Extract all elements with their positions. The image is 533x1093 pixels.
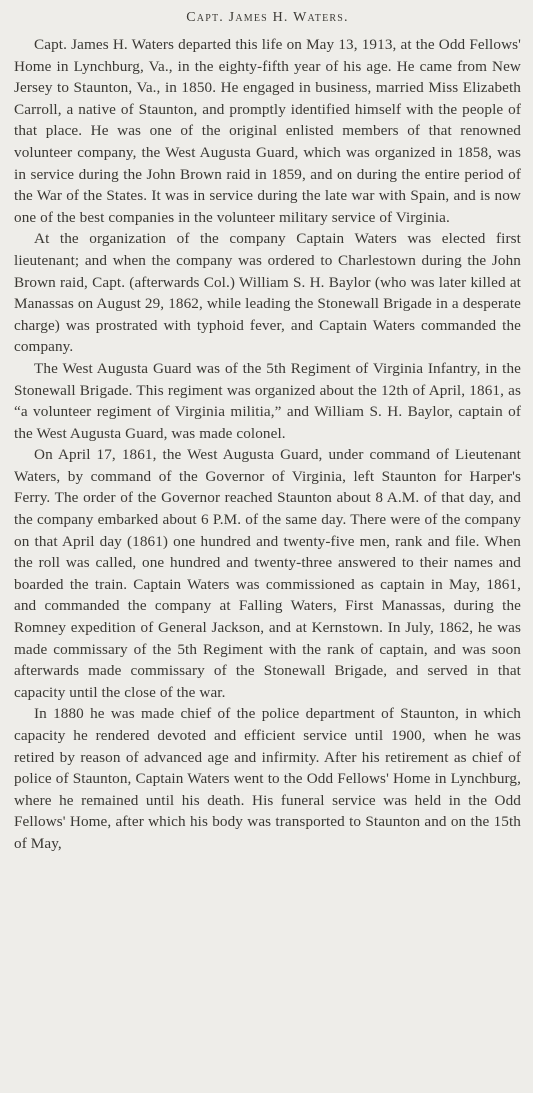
paragraph-4: On April 17, 1861, the West Augusta Guard, under command of Lieutenant Waters, by command of the Governor of Virginia, left Staunton for Harper's Ferry. The order of the Governor reached Staunton about 8 A.M. of that day, and the company embarked about 6 P.M. of the same day. There were of the company on that April day (1861) one hundred and twenty-five men, rank and file. When the roll was called, one hundred and twenty-three answered to their names and boarded the train. Captain Waters was commissioned as captain in May, 1861, and commanded the company at Falling Waters, First Manassas, during the Romney expedition of General Jackson, and at Kernstown. In July, 1862, he was made commissary of the 5th Regiment with the rank of captain, and was soon afterwards made commissary of the Stonewall Brigade, and served in that capacity until the close of the war. [14, 446, 521, 701]
paragraph-5: In 1880 he was made chief of the police department of Staunton, in which capacity he rendered devoted and efficient service until 1900, when he was retired by reason of advanced age and infirmity. After his retirement as chief of police of Staunton, Captain Waters went to the Odd Fellows' Home in Lynchburg, where he remained until his death. His funeral service was held in the Odd Fellows' Home, after which his body was transported to Staunton and on the 15th of May, [14, 705, 521, 852]
paragraph-2: At the organization of the company Captain Waters was elected first lieutenant; and when the company was ordered to Charlestown during the John Brown raid, Capt. (afterwards Col.) William S. H. Baylor (who was later killed at Manassas on August 29, 1862, while leading the Stonewall Brigade in a desperate charge) was prostrated with typhoid fever, and Captain Waters commanded the company. [14, 230, 521, 356]
paragraph-3: The West Augusta Guard was of the 5th Regiment of Virginia Infantry, in the Stonewall Brigade. This regiment was organized about the 12th of April, 1861, as “a volunteer regiment of Virginia militia,” and William S. H. Baylor, captain of the West Augusta Guard, was made colonel. [14, 359, 521, 442]
paragraph-1: Capt. James H. Waters departed this life on May 13, 1913, at the Odd Fellows' Home in Lynchburg, Va., in the eighty-fifth year of his age. He came from New Jersey to Staunton, Va., in 1850. He engaged in business, married Miss Elizabeth Carroll, a native of Staunton, and promptly identified himself with the people of that place. He was one of the original enlisted members of that renowned volunteer company, the West Augusta Guard, which was organized in 1858, was in service during the John Brown raid in 1859, and on during the entire period of the War of the States. It was in service during the late war with Spain, and is now one of the best companies in the volunteer military service of Virginia. [14, 36, 521, 226]
article-title: Capt. James H. Waters. [186, 10, 349, 25]
